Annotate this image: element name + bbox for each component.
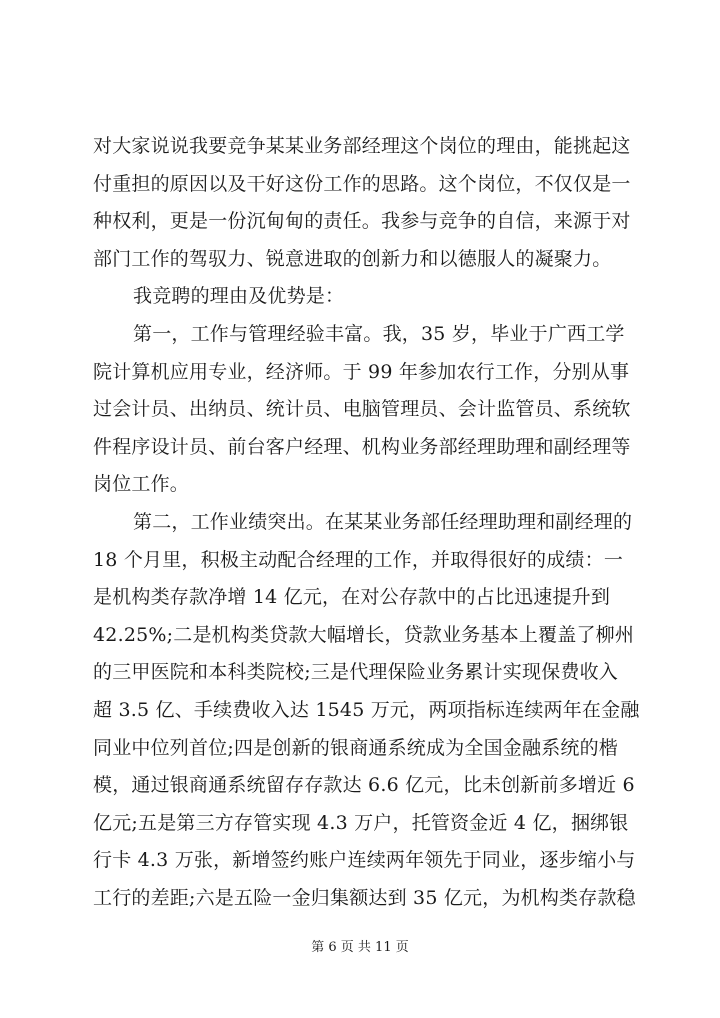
- body-line: 第一，工作与管理经验丰富。我，35 岁，毕业于广西工学: [133, 322, 625, 345]
- body-line: 件程序设计员、前台客户经理、机构业务部经理助理和副经理等: [93, 435, 631, 458]
- body-line: 岗位工作。: [93, 473, 190, 496]
- page-number-footer: 第 6 页 共 11 页: [311, 940, 409, 955]
- body-line: 种权利，更是一份沉甸甸的责任。我参与竞争的自信，来源于对: [93, 210, 631, 233]
- body-line: 工行的差距;六是五险一金归集额达到 35 亿元，为机构类存款稳: [93, 886, 636, 909]
- body-line: 付重担的原因以及干好这份工作的思路。这个岗位，不仅仅是一: [93, 172, 631, 195]
- body-line: 超 3.5 亿、手续费收入达 1545 万元，两项指标连续两年在金融: [93, 698, 640, 721]
- body-line: 部门工作的驾驭力、锐意进取的创新力和以德服人的凝聚力。: [93, 247, 612, 270]
- body-line: 过会计员、出纳员、统计员、电脑管理员、会计监管员、系统软: [93, 398, 631, 421]
- body-line: 18 个月里，积极主动配合经理的工作，并取得很好的成绩：一: [93, 548, 624, 571]
- body-line: 的三甲医院和本科类院校;三是代理保险业务累计实现保费收入: [93, 661, 619, 684]
- body-line: 我竞聘的理由及优势是：: [133, 285, 345, 308]
- body-line: 院计算机应用专业，经济师。于 99 年参加农行工作，分别从事: [93, 360, 630, 383]
- body-line: 模，通过银商通系统留存存款达 6.6 亿元，比未创新前多增近 6: [93, 774, 635, 797]
- document-body: [93, 128, 640, 917]
- body-line: 42.25%;二是机构类贷款大幅增长，贷款业务基本上覆盖了柳州: [93, 623, 635, 646]
- body-line: 是机构类存款净增 14 亿元，在对公存款中的占比迅速提升到: [93, 586, 611, 609]
- body-line: 同业中位列首位;四是创新的银商通系统成为全国金融系统的楷: [93, 736, 619, 759]
- body-line: 对大家说说我要竞争某某业务部经理这个岗位的理由，能挑起这: [93, 135, 631, 157]
- body-line: 第二，工作业绩突出。在某某业务部任经理助理和副经理的: [133, 510, 633, 533]
- body-line: 行卡 4.3 万张，新增签约账户连续两年领先于同业，逐步缩小与: [93, 849, 636, 872]
- body-line: 亿元;五是第三方存管实现 4.3 万户，托管资金近 4 亿，捆绑银: [93, 811, 629, 834]
